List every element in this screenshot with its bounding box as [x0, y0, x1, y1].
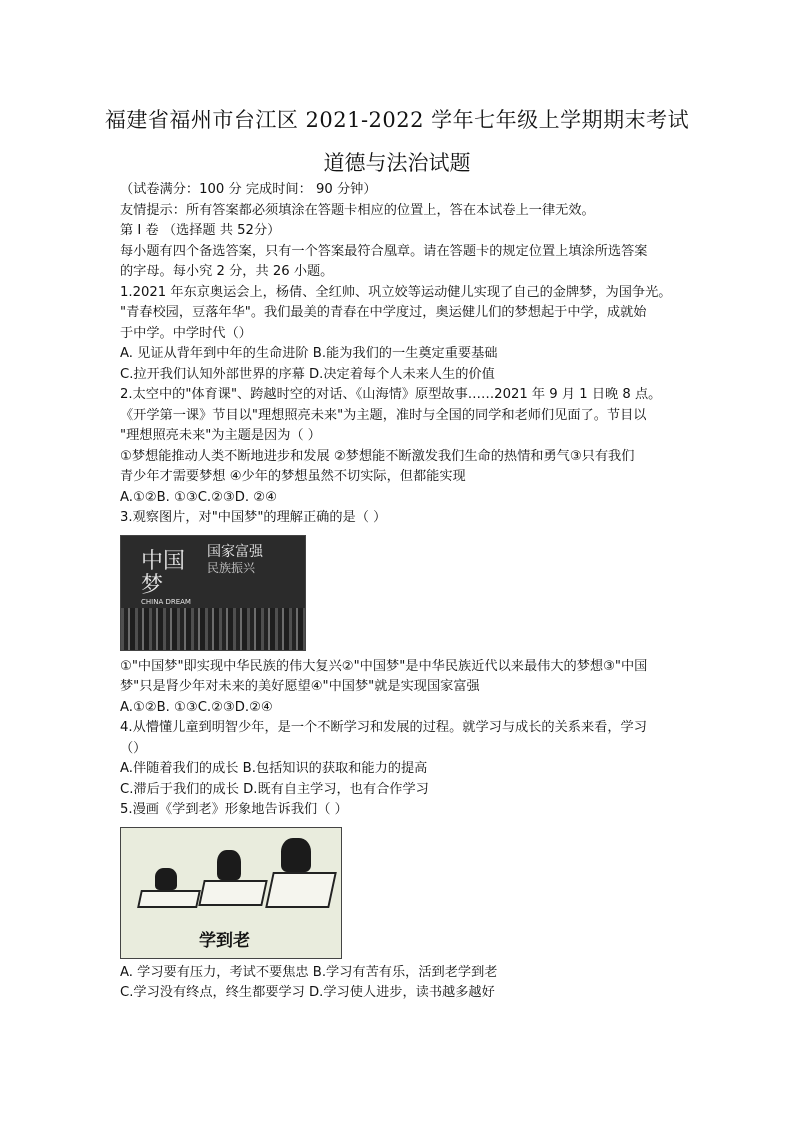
- book-shape: [265, 872, 337, 908]
- q3-stem: 3.观察图片，对"中国梦"的理解正确的是（ ）: [120, 510, 387, 525]
- q1-stem: "青春校园，豆落年华"。我们最美的青春在中学度过，奥运健儿们的梦想起于中学，成就始: [120, 305, 647, 320]
- instructions-line: 的字母。每小究 2 分，共 26 小题。: [120, 264, 334, 279]
- exam-body: [120, 180, 680, 1004]
- exam-meta: （试卷满分：100 分 完成时间： 90 分钟）: [120, 182, 377, 197]
- q3-statements: ①"中国梦"即实现中华民族的伟大复兴②"中国梦"是中华民族近代以来最伟大的梦想③"中国: [120, 658, 648, 674]
- image-caption: [207, 544, 263, 576]
- exam-tip: 友情提示：所有答案都必须填涂在答题卡相应的位置上，答在本试卷上一律无效。: [120, 202, 595, 218]
- q4-options: A.伴随着我们的成长 B.包括知识的获取和能力的提高: [120, 761, 428, 776]
- cartoon-image: [120, 827, 342, 959]
- cartoon-caption: 学到老: [199, 931, 250, 951]
- q5-options: C.学习没有终点，终生都要学习 D.学习使人进步，读书越多越好: [120, 985, 495, 1000]
- q3-statements: 梦"只是肾少年对未来的美好愿望④"中国梦"就是实现国家富强: [120, 679, 480, 694]
- q4-stem: 4.从懵懂儿童到明智少年，是一个不断学习和发展的过程。就学习与成长的关系来看，学习: [120, 720, 647, 735]
- youth-figure: [217, 850, 241, 880]
- caption-line: 民族振兴: [207, 560, 256, 575]
- caption-line: 国家富强: [207, 543, 263, 560]
- q2-stem: "理想照亮未来"为主题是因为（ ）: [120, 428, 321, 443]
- q1-options: C.拉开我们认知外部世界的序幕 D.决定着每个人未来人生的价值: [120, 366, 495, 382]
- q5-options: A. 学习要有压力，考试不要焦忠 B.学习有苦有乐，活到老学到老: [120, 964, 498, 980]
- q4-options: C.滞后于我们的成长 D.既有自主学习，也有合作学习: [120, 781, 429, 797]
- exam-subtitle: 道德与法治试题: [323, 151, 471, 175]
- logo-english-text: CHINA DREAM: [141, 597, 191, 606]
- q3-options: A.①②B. ①③C.②③D.②④: [120, 699, 273, 715]
- q1-options: A. 见证从背年到中年的生命进阶 B.能为我们的一生奠定重要基础: [120, 346, 498, 361]
- q2-stem: 《开学第一课》节目以"理想照亮未来"为主题，准时与全国的同学和老师们见面了。节目以: [120, 407, 647, 423]
- q2-options: A.①②B. ①③C.②③D. ②④: [120, 489, 277, 505]
- child-figure: [155, 868, 177, 890]
- q5-stem: 5.漫画《学到老》形象地告诉我们（ ）: [120, 802, 348, 817]
- exam-title: 福建省福州市台江区 2021-2022 学年七年级上学期期末考试: [104, 108, 690, 132]
- q1-stem: 1.2021 年东京奥运会上，杨倩、全红帅、巩立姣等运动健儿实现了自己的金牌梦，为国争光。: [120, 284, 672, 300]
- logo-text: 中国: [141, 548, 186, 574]
- q2-statements: ①梦想能推动人类不断地进步和发展 ②梦想能不断激发我们生命的热情和勇气③只有我们: [120, 448, 635, 464]
- q4-stem: （）: [120, 740, 147, 756]
- q1-stem: 于中学。中学时代（）: [120, 325, 252, 341]
- china-dream-image: [120, 535, 306, 651]
- section-heading: 第 Ⅰ 卷 （选择题 共 52分）: [120, 223, 281, 238]
- instructions-line: 每小题有四个备选答案，只有一个答案最符合凰章。请在答题卡的规定位置上填涂所选答案: [120, 243, 648, 259]
- elder-figure: [281, 838, 311, 872]
- q2-stem: 2.太空中的"体育课"、跨越时空的对话、《山海情》原型故事……2021 年 9 月 1 日晚 8 点。: [120, 387, 662, 402]
- china-dream-logo: [141, 550, 197, 610]
- image-texture: [121, 608, 305, 650]
- book-shape: [198, 880, 268, 906]
- book-shape: [137, 890, 201, 908]
- q2-statements: 青少年才需要梦想 ④少年的梦想虽然不切实际，但都能实现: [120, 469, 466, 484]
- logo-text: 梦: [141, 572, 164, 598]
